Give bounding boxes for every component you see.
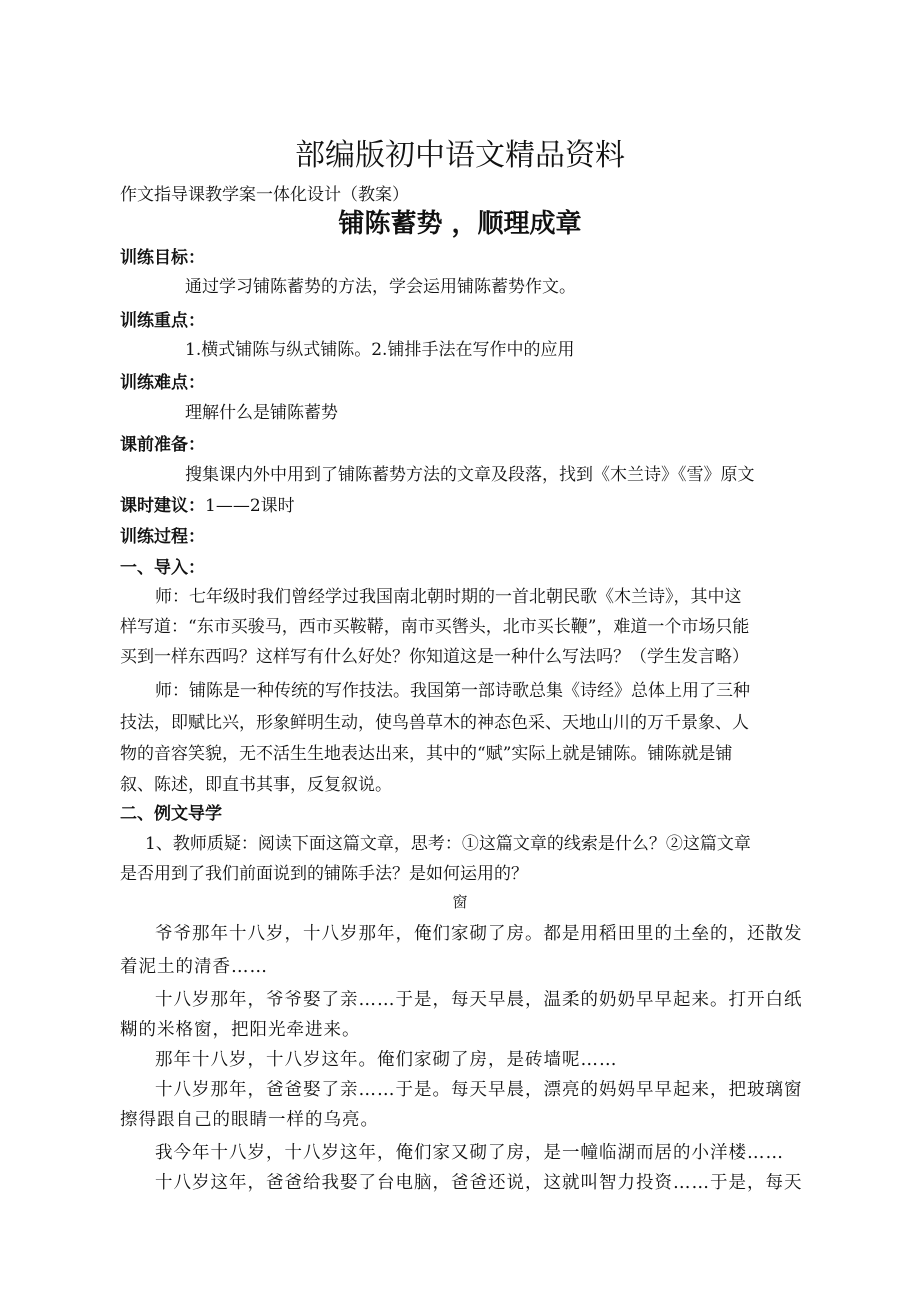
focus-label: 训练重点：: [120, 311, 205, 331]
question-line1: 1、教师质疑：阅读下面这篇文章，思考：①这篇文章的线索是什么？②这篇文章: [145, 834, 751, 854]
focus-text: 1.横式铺陈与纵式铺陈。2.铺排手法在写作中的应用: [185, 340, 575, 360]
site-title: 部编版初中语文精品资料: [295, 138, 625, 173]
essay-line9: 十八岁这年，爸爸给我娶了台电脑，爸爸还说，这就叫智力投资……于是，每天: [155, 1173, 803, 1193]
intro-p2-line3: 物的音容笑貌，无不活生生地表达出来，其中的“赋”实际上就是铺陈。铺陈就是铺: [120, 744, 733, 764]
hours-label: 课时建议：: [120, 496, 205, 516]
essay-line6: 十八岁那年，爸爸娶了亲……于是。每天早晨，漂亮的妈妈早早起来，把玻璃窗: [155, 1080, 803, 1100]
example-label: 二、例文导学: [120, 804, 222, 824]
essay-line8: 我今年十八岁，十八岁这年，俺们家又砌了房，是一幢临湖而居的小洋楼……: [155, 1143, 784, 1163]
essay-line5: 那年十八岁，十八岁这年。俺们家砌了房，是砖墙呢……: [155, 1050, 618, 1070]
hours-row: [120, 491, 295, 516]
intro-label: 一、导入：: [120, 558, 205, 578]
essay-title: 窗: [452, 893, 468, 911]
goal-text: 通过学习铺陈蓄势的方法，学会运用铺陈蓄势作文。: [185, 277, 576, 297]
question-line2: 是否用到了我们前面说到的铺陈手法？是如何运用的？: [120, 864, 528, 884]
process-label: 训练过程：: [120, 527, 205, 547]
essay-line1: 爷爷那年十八岁，十八岁那年，俺们家砌了房。都是用稻田里的土垒的，还散发: [155, 924, 803, 944]
essay-line4: 糊的米格窗，把阳光牵进来。: [120, 1020, 361, 1040]
goal-label: 训练目标：: [120, 248, 205, 268]
hours-text: 1——2课时: [205, 496, 295, 516]
intro-p1-line2: 样写道：“东市买骏马，西市买鞍鞯，南市买辔头，北市买长鞭”，难道一个市场只能: [120, 617, 750, 637]
essay-line2: 着泥土的清香……: [120, 957, 268, 977]
prep-label: 课前准备：: [120, 435, 205, 455]
main-title: 铺陈蓄势 ，顺理成章: [338, 209, 582, 239]
essay-line3: 十八岁那年，爷爷娶了亲……于是，每天早晨，温柔的奶奶早早起来。打开白纸: [155, 990, 803, 1010]
essay-line7: 擦得跟自己的眼睛一样的乌亮。: [120, 1110, 379, 1130]
intro-p2-line2: 技法，即赋比兴，形象鲜明生动，使鸟兽草木的神态色采、天地山川的万千景象、人: [120, 713, 749, 733]
prep-text: 搜集课内外中用到了铺陈蓄势方法的文章及段落，找到《木兰诗》《雪》原文: [185, 465, 755, 485]
difficulty-text: 理解什么是铺陈蓄势: [185, 403, 338, 423]
intro-p1-line3: 买到一样东西吗？这样写有什么好处？你知道这是一种什么写法吗？（学生发言略）: [120, 647, 749, 667]
subtitle: 作文指导课教学案一体化设计（教案）: [120, 185, 409, 205]
intro-p2-line1: 师：铺陈是一种传统的写作技法。我国第一部诗歌总集《诗经》总体上用了三种: [155, 681, 750, 701]
intro-p2-line4: 叙、陈述，即直书其事，反复叙说。: [120, 775, 392, 795]
intro-p1-line1: 师：七年级时我们曾经学过我国南北朝时期的一首北朝民歌《木兰诗》，其中这: [155, 587, 742, 607]
difficulty-label: 训练难点：: [120, 373, 205, 393]
